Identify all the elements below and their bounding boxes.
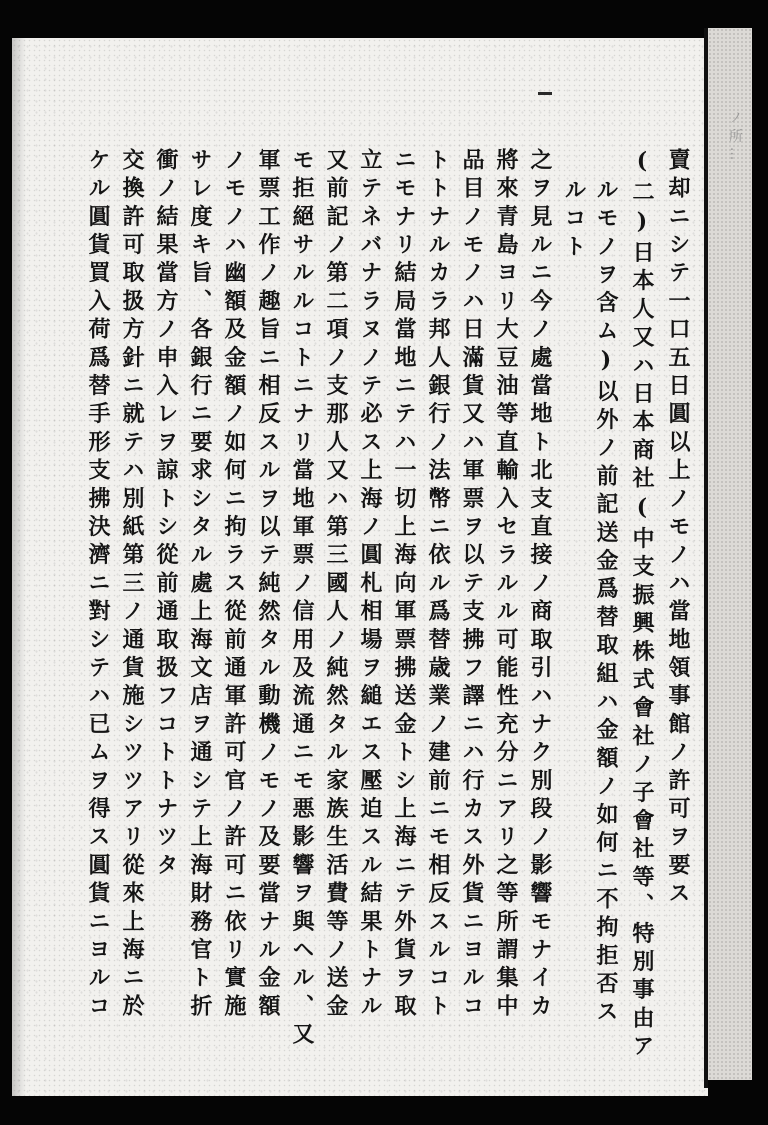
text-column-17: 交換許可取扱方針ニ就テハ別紙第三ノ通貨施シツツアリ從來上海ニ於 xyxy=(119,148,145,1023)
text-column-16: 衝ノ結果當方ノ申入レヲ諒トシ從前通取扱フコトトナツタ xyxy=(153,148,179,882)
text-column-1: 賣却ニシテ一口五日圓以上ノモノハ當地領事館ノ許可ヲ要ス xyxy=(665,148,691,910)
page-mark xyxy=(538,92,552,95)
text-column-7: 品目ノモノハ日滿貨又ハ軍票ヲ以テ支拂フ譯ニハ行カス外貨ニヨルコ xyxy=(459,148,485,1023)
text-column-18: ケル圓貨買入荷爲替手形支拂決濟ニ對シテハ已ムヲ得ス圓貨ニヨルコ xyxy=(85,148,111,1023)
text-column-14: ノモノハ幽額及金額ノ如何ニ拘ラス從前通軍許可官ノ許可ニ依リ實施 xyxy=(221,148,247,1023)
text-column-15: サレ度キ旨、各銀行ニ要求シタル處上海文店ヲ通シテ上海財務官ト折 xyxy=(187,148,213,1023)
text-column-10: 立テネバナラヌノテ必ス上海ノ圓札相場ヲ縋エス壓迫スル結果トナル xyxy=(357,148,383,1023)
text-column-6: 將來青島ヨリ大豆油等直輸入セラルル可能性充分ニアリ之等所謂集中 xyxy=(493,148,519,1023)
text-column-9: ニモナリ結局當地ニテハ一切上海向軍票拂送金トシ上海ニテ外貨ヲ取 xyxy=(391,148,417,1023)
text-column-13: 軍票工作ノ趣旨ニ相反スルヲ以テ純然タル動機ノモノ及要當ナル金額 xyxy=(255,148,281,1023)
adjacent-page-text: ノ 所 ... xyxy=(727,110,743,161)
page-shadow xyxy=(12,38,26,1096)
text-column-11: 又前記ノ第二項ノ支那人又ハ第三國人ノ純然タル家族生活費等ノ送金 xyxy=(323,148,349,1023)
text-column-3: ルモノヲ含ム)以外ノ前記送金爲替取組ハ金額ノ如何ニ不拘拒否ス xyxy=(593,178,619,1028)
text-column-2: (二)日本人又ハ日本商社(中支振興株式會社ノ子會社等、特別事由ア xyxy=(629,148,655,1063)
text-column-8: トトナルカラ邦人銀行ノ法幣ニ依ル爲替歳業ノ建前ニモ相反スルコト xyxy=(425,148,451,1023)
text-column-5: 之ヲ見ルニ今ノ處當地ト北支直接ノ商取引ハナク別段ノ影響モナイカ xyxy=(527,148,553,1023)
text-column-12: モ拒絕サルルコトニナリ當地軍票ノ信用及流通ニモ悪影響ヲ與ヘル、又 xyxy=(289,148,315,1051)
adjacent-page xyxy=(708,28,752,1080)
text-column-4: ルコト xyxy=(561,178,587,263)
